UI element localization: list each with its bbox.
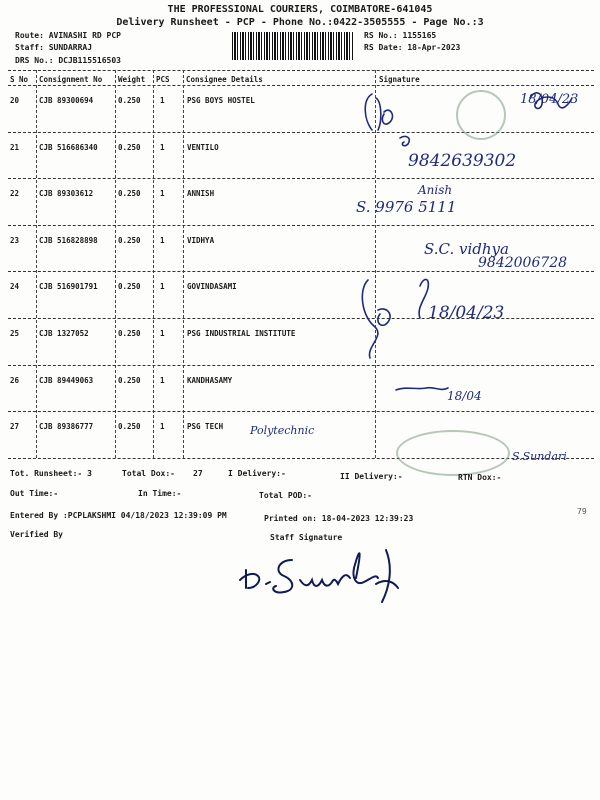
- ii-delivery-label: II Delivery:-: [340, 472, 403, 481]
- cell-consignment-no: CJB 516901791: [39, 282, 98, 292]
- cell-pcs: 1: [160, 282, 165, 292]
- drs-label: DRS No.: DCJB115516503: [15, 56, 121, 65]
- cell-weight: 0.250: [118, 142, 141, 152]
- rs-date: RS Date: 18-Apr-2023: [364, 43, 461, 52]
- out-time-label: Out Time:-: [10, 489, 59, 498]
- route-label: Route: AVINASHI RD PCP: [15, 31, 121, 40]
- cell-consignment-no: CJB 1327052: [39, 329, 89, 338]
- cell-weight: 0.250: [118, 235, 141, 245]
- col-header-signature: Signature: [379, 75, 420, 84]
- staff-signature-label: Staff Signature: [270, 533, 343, 542]
- cell-weight: 0.250: [118, 329, 141, 338]
- cell-consignee: KANDHASAMY: [187, 375, 233, 385]
- cell-pcs: 1: [160, 422, 165, 432]
- signature-scribbles: [360, 90, 590, 460]
- cell-weight: 0.250: [118, 96, 141, 105]
- handwritten-name-r23: S.C. vidhya: [424, 240, 509, 258]
- in-time-label: In Time:-: [138, 489, 182, 498]
- total-dox-label: Total Dox:-: [122, 469, 175, 478]
- handwritten-name-r22: Anish: [418, 183, 453, 197]
- cell-consignee: PSG INDUSTRIAL INSTITUTE: [187, 329, 296, 338]
- handwritten-phone-r22: S. 9976 5111: [356, 198, 457, 216]
- cell-pcs: 1: [160, 375, 165, 385]
- handwritten-note-r27: Polytechnic: [250, 424, 315, 437]
- cell-weight: 0.250: [118, 189, 141, 199]
- cell-sno: 22: [10, 189, 20, 199]
- verified-by-label: Verified By: [10, 530, 63, 539]
- i-delivery-label: I Delivery:-: [228, 469, 286, 478]
- handwritten-date-r20: 18/04/23: [520, 92, 579, 107]
- total-runsheet: Tot. Runsheet:- 3: [10, 469, 92, 478]
- cell-consignment-no: CJB 89386777: [39, 422, 94, 432]
- cell-consignment-no: CJB 89449063: [39, 375, 94, 385]
- cell-consignment-no: CJB 516686340: [39, 142, 98, 152]
- col-header-pcs: PCS: [156, 75, 170, 84]
- cell-consignee: ANNISH: [187, 189, 215, 199]
- cell-weight: 0.250: [118, 422, 141, 432]
- col-header-consignee: Consignee Details: [186, 75, 263, 84]
- cell-sno: 25: [10, 329, 20, 338]
- cell-sno: 20: [10, 96, 20, 105]
- cell-weight: 0.250: [118, 375, 141, 385]
- cell-consignee: PSG BOYS HOSTEL: [187, 96, 255, 105]
- cell-pcs: 1: [160, 329, 165, 338]
- cell-pcs: 1: [160, 96, 165, 105]
- cell-pcs: 1: [160, 142, 165, 152]
- cell-consignment-no: CJB 89303612: [39, 189, 94, 199]
- entered-by: Entered By :PCPLAKSHMI 04/18/2023 12:39:09 PM: [10, 511, 227, 520]
- cell-consignment-no: CJB 89300694: [39, 96, 94, 105]
- cell-sno: 24: [10, 282, 20, 292]
- printed-on: Printed on: 18-04-2023 12:39:23: [264, 514, 414, 523]
- margin-mark: 79: [577, 507, 587, 516]
- barcode: [232, 32, 354, 60]
- cell-pcs: 1: [160, 235, 165, 245]
- staff-signature-image: [236, 540, 416, 610]
- staff-label: Staff: SUNDARRAJ: [15, 43, 93, 52]
- cell-consignee: PSG TECH: [187, 422, 224, 432]
- runsheet-subtitle: Delivery Runsheet - PCP - Phone No.:0422-3505555 - Page No.:3: [116, 17, 484, 28]
- col-header-sno: S No: [10, 75, 29, 84]
- handwritten-name-r27: S.Sundari: [512, 450, 567, 463]
- col-header-consignment: Consignment No: [39, 75, 103, 84]
- cell-consignee: VENTILO: [187, 142, 219, 152]
- handwritten-phone-r23: 9842006728: [478, 255, 568, 271]
- col-header-weight: Weight: [118, 75, 146, 84]
- handwritten-date-r24: 18/04/23: [428, 303, 505, 323]
- cell-consignment-no: CJB 516828898: [39, 235, 98, 245]
- cell-consignee: VIDHYA: [187, 235, 215, 245]
- cell-sno: 26: [10, 375, 20, 385]
- rtn-dox-label: RTN Dox:-: [458, 473, 502, 482]
- total-pod-label: Total POD:-: [259, 491, 312, 500]
- cell-sno: 27: [10, 422, 20, 432]
- company-title: THE PROFESSIONAL COURIERS, COIMBATORE-641045: [167, 4, 433, 15]
- cell-sno: 21: [10, 142, 20, 152]
- cell-weight: 0.250: [118, 282, 141, 292]
- cell-consignee: GOVINDASAMI: [187, 282, 237, 292]
- rs-number: RS No.: 1155165: [364, 31, 437, 40]
- handwritten-date-r26: 18/04: [447, 389, 482, 403]
- cell-sno: 23: [10, 235, 20, 245]
- cell-pcs: 1: [160, 189, 165, 199]
- total-dox-value: 27: [193, 469, 203, 478]
- handwritten-phone-r21: 9842639302: [408, 151, 517, 171]
